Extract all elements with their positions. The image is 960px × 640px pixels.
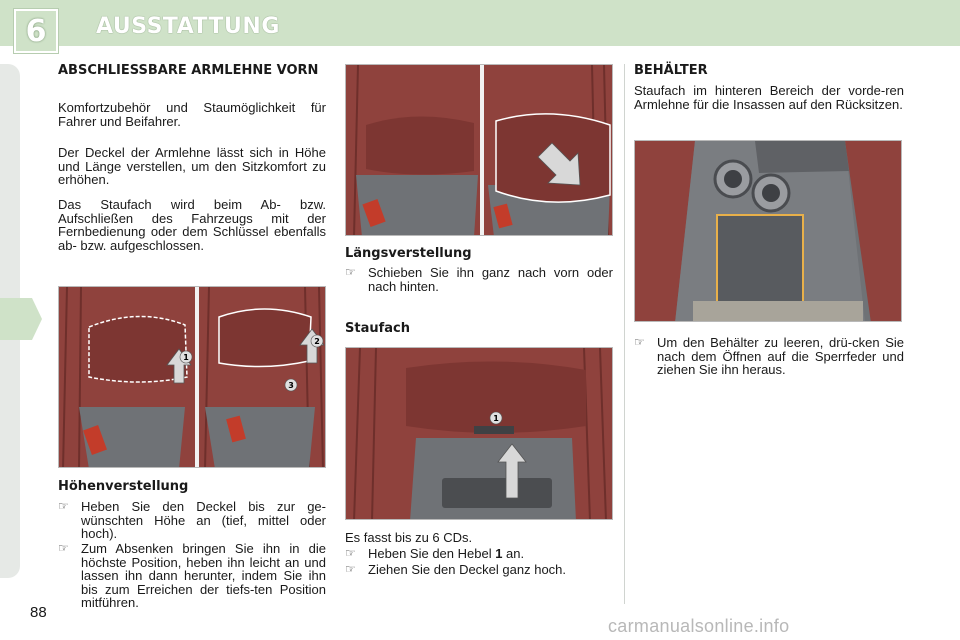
storage-photo-callout-1: 1 [493, 414, 499, 423]
armrest-adjust-text: Der Deckel der Armlehne lässt sich in Höhe und Länge verstellen, um den Sitzkomfort zu erhöhen. [58, 145, 326, 187]
storage-photo [345, 347, 613, 520]
storage-bullet-2 [345, 563, 613, 577]
height-bullet-1 [58, 500, 326, 541]
photo-callout-1: 1 [183, 353, 189, 362]
length-bullet-text: Schieben Sie ihn ganz nach vorn oder nach hinten. [368, 265, 613, 294]
storage-heading: Staufach [345, 321, 410, 336]
column-divider [624, 64, 625, 604]
container-photo [634, 140, 902, 322]
pointing-hand-icon: ☞ [58, 541, 69, 555]
chapter-tab [14, 9, 58, 53]
length-bullet [345, 266, 613, 293]
height-adjust-photo [58, 286, 326, 468]
armrest-intro: Komfortzubehör und Staumöglichkeit für Fahrer und Beifahrer. [58, 100, 326, 129]
pointing-hand-icon: ☞ [58, 499, 69, 513]
storage-bullet-1-post: an. [502, 546, 525, 561]
pointing-hand-icon: ☞ [634, 335, 645, 349]
storage-bullet-1-pre: Heben Sie den Hebel [368, 546, 496, 561]
height-adjust-heading: Höhenverstellung [58, 479, 189, 494]
armrest-heading: ABSCHLIESSBARE ARMLEHNE VORN [58, 63, 319, 78]
container-bullet [634, 336, 904, 377]
watermark: carmanualsonline.info [608, 616, 790, 636]
armrest-lock-text: Das Staufach wird beim Ab- bzw. Aufschließen des Fahrzeugs mit der Fernbedienung oder dem Schlüssel ebenfalls ab- bzw. aufgeschlossen. [58, 197, 326, 253]
storage-bullet-2-text: Ziehen Sie den Deckel ganz hoch. [368, 562, 567, 577]
storage-bullet-1-lever: 1 [495, 546, 503, 561]
storage-bullet-1 [345, 547, 613, 561]
container-heading: BEHÄLTER [634, 63, 708, 78]
pointing-hand-icon: ☞ [345, 562, 356, 576]
pointing-hand-icon: ☞ [345, 265, 356, 279]
pointing-hand-icon: ☞ [345, 546, 356, 560]
height-bullet-2-text: Zum Absenken bringen Sie ihn in die höchste Position, heben ihn leicht an und lassen ihn dann herunter, indem Sie ihn bis zum Erreichen der tiefs-ten Position mitführen. [81, 541, 326, 610]
chapter-number: 6 [25, 13, 47, 49]
height-bullet-2 [58, 542, 326, 610]
container-description: Staufach im hinteren Bereich der vorde-ren Armlehne für die Insassen auf den Rücksitzen. [634, 83, 904, 112]
photo-callout-3: 3 [288, 381, 294, 390]
height-bullet-1-text: Heben Sie den Deckel bis zur ge-wünschten Höhe an (tief, mittel oder hoch). [81, 499, 326, 541]
length-adjust-heading: Längsverstellung [345, 246, 472, 261]
page-number: 88 [30, 604, 47, 621]
length-adjust-photo [345, 64, 613, 236]
container-bullet-text: Um den Behälter zu leeren, drü-cken Sie nach dem Öffnen auf die Sperrfeder und ziehen Sie ihn heraus. [657, 335, 904, 377]
page-title: AUSSTATTUNG [96, 14, 280, 39]
photo-callout-2: 2 [314, 337, 320, 346]
storage-intro: Es fasst bis zu 6 CDs. [345, 530, 473, 545]
chapter-side-tab [0, 298, 32, 340]
